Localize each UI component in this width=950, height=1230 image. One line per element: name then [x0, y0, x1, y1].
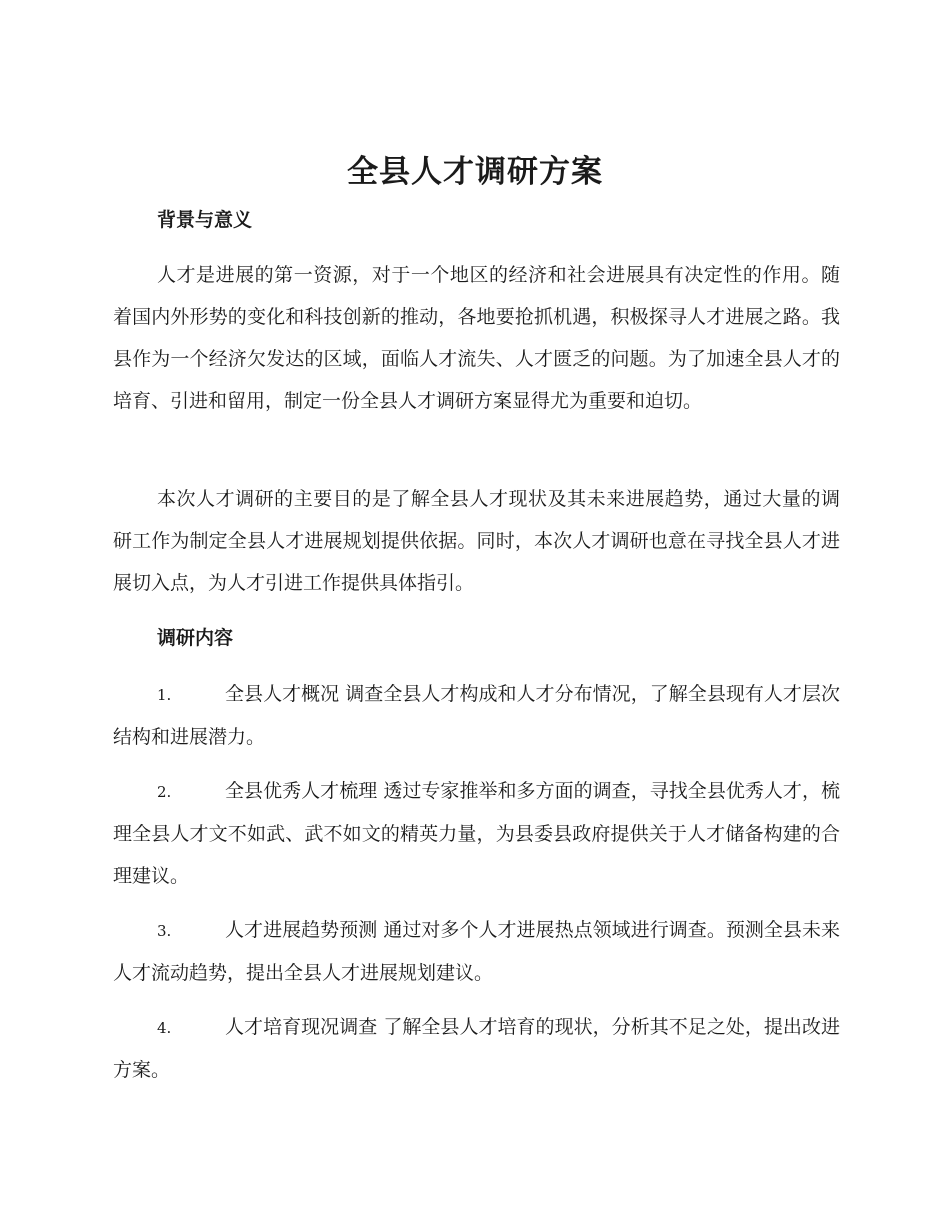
paragraph-background-2: 本次人才调研的主要目的是了解全县人才现状及其未来进展趋势，通过大量的调研工作为制定全县人才进展规划提供依据。同时，本次人才调研也意在寻找全县人才进展切入点，为人才引进工作提供具体指引。	[113, 488, 840, 594]
list-item	[113, 909, 840, 994]
list-item-number: 4.	[157, 1019, 172, 1037]
section-heading-content: 调研内容	[157, 627, 234, 649]
list-item	[113, 1006, 840, 1091]
list-item-text: 人才进展趋势预测 通过对多个人才进展热点领域进行调查。预测全县未来人才流动趋势，提出全县人才进展规划建议。	[113, 919, 840, 984]
list-item-number: 1.	[157, 686, 172, 704]
document-title: 全县人才调研方案	[347, 154, 603, 190]
paragraph-background-1: 人才是进展的第一资源，对于一个地区的经济和社会进展具有决定性的作用。随着国内外形势的变化和科技创新的推动，各地要抢抓机遇，积极探寻人才进展之路。我县作为一个经济欠发达的区域，面临人才流失、人才匮乏的问题。为了加速全县人才的培育、引进和留用，制定一份全县人才调研方案显得尤为重要和迫切。	[113, 264, 840, 412]
list-item-text: 全县人才概况 调查全县人才构成和人才分布情况，了解全县现有人才层次结构和进展潜力。	[113, 683, 840, 748]
list-item-text: 全县优秀人才梳理 透过专家推举和多方面的调查，寻找全县优秀人才，梳理全县人才文不如武、武不如文的精英力量，为县委县政府提供关于人才储备构建的合理建议。	[113, 780, 840, 887]
list-item-number: 3.	[157, 922, 172, 940]
list-item	[113, 673, 840, 758]
list-item-text: 人才培育现况调查 了解全县人才培育的现状，分析其不足之处，提出改进方案。	[113, 1016, 840, 1081]
section-heading-background: 背景与意义	[157, 209, 253, 231]
list-item-number: 2.	[157, 783, 172, 801]
list-item	[113, 770, 840, 897]
